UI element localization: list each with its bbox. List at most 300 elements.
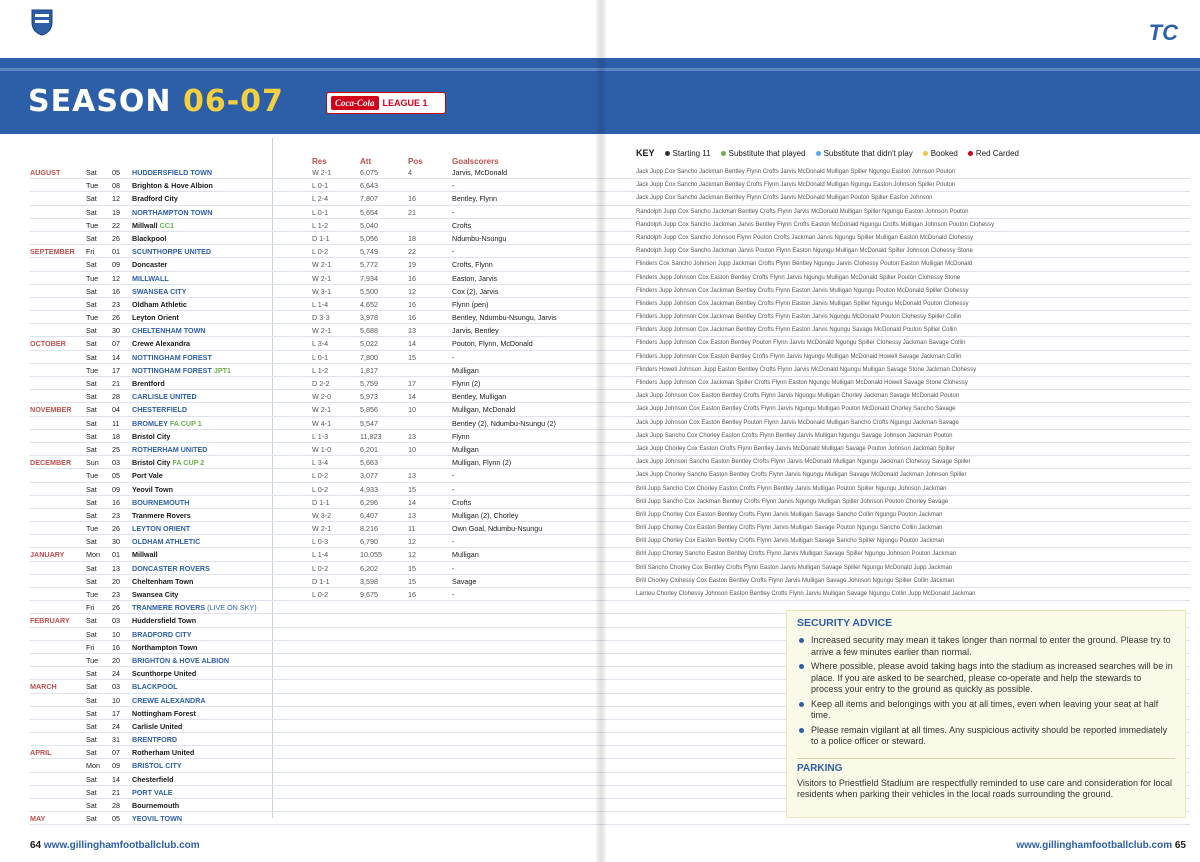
fixture-position: 16 xyxy=(408,194,416,204)
opponent-name: CREWE ALEXANDRA xyxy=(132,695,206,705)
fixture-date: 23 xyxy=(112,590,120,599)
fixture-opponent xyxy=(132,351,302,364)
fixture-result: L 3-4 xyxy=(312,339,329,349)
fixture-position: 15 xyxy=(408,484,416,494)
fixture-opponent xyxy=(132,417,302,430)
opponent-name: Huddersfield Town xyxy=(132,616,197,626)
fixture-opponent xyxy=(132,192,302,205)
fixture-lineup: Jack Jupp Johnson Sancho Easton Bentley Crofts Flynn Jarvis McDonald Mulligan Ngungu Jackman Clohessy Savage Spiller xyxy=(636,459,971,466)
fixture-date: 24 xyxy=(112,721,120,731)
fixture-day: Sat xyxy=(86,787,97,797)
fixture-goalscorers: Bentley, Mulligan xyxy=(452,392,507,402)
security-list xyxy=(797,635,1175,748)
fixture-goalscorers: Jarvis, McDonald xyxy=(452,168,508,177)
opponent-name: Rotherham United xyxy=(132,748,195,758)
opponent-name: Blackpool xyxy=(132,233,167,243)
fixture-row xyxy=(30,588,1190,601)
fixture-opponent xyxy=(132,733,302,746)
fixture-opponent xyxy=(132,759,302,772)
opponent-name: Millwall xyxy=(132,220,158,230)
opponent-name: Bristol City xyxy=(132,458,171,468)
opponent-name: ROTHERHAM UNITED xyxy=(132,444,208,454)
fixture-row xyxy=(30,219,1190,232)
club-crest-icon xyxy=(30,8,54,36)
fixture-date: 10 xyxy=(112,629,120,639)
fixture-opponent xyxy=(132,430,302,443)
fixture-row xyxy=(30,496,1190,509)
opponent-name: SWANSEA CITY xyxy=(132,286,187,296)
fixture-day: Sat xyxy=(86,682,97,692)
fixture-lineup: Flinders Cox Sancho Johnson Jupp Jackman Crofts Flynn Bentley Ngungu Jarvis Clohessy Pouton Easton Mulligan McDonald xyxy=(636,261,973,268)
fixture-day: Tue xyxy=(86,313,99,323)
fixture-date: 19 xyxy=(112,207,120,217)
key-item: Substitute that didn't play xyxy=(816,149,913,158)
opponent-name: Port Vale xyxy=(132,471,163,481)
fixture-goalscorers: Mulligan xyxy=(452,365,479,375)
fixture-day: Fri xyxy=(86,603,95,613)
fixture-opponent xyxy=(132,403,302,416)
opponent-name: BRADFORD CITY xyxy=(132,629,192,639)
fixture-goalscorers: - xyxy=(452,590,455,599)
fixture-day: Sat xyxy=(86,168,97,177)
fixture-position: 16 xyxy=(408,273,416,283)
opponent-name: MILLWALL xyxy=(132,273,169,283)
opponent-name: CHESTERFIELD xyxy=(132,405,188,415)
fixture-result: W 2-1 xyxy=(312,326,332,336)
fixture-day: Mon xyxy=(86,761,100,771)
opponent-name: Nottingham Forest xyxy=(132,708,196,718)
fixture-lineup: Jack Jupp Johnson Cox Easton Bentley Pouton Flynn Jarvis McDonald Mulligan Sancho Crofts Ngungu Jackman Savage xyxy=(636,419,959,426)
fixture-position: 14 xyxy=(408,392,416,402)
fixture-row xyxy=(30,483,1190,496)
fixture-day: Fri xyxy=(86,642,95,652)
fixture-attendance: 6,407 xyxy=(360,510,378,520)
fixture-day: Sat xyxy=(86,207,97,217)
fixture-goalscorers: Bentley, Flynn xyxy=(452,194,498,204)
fixture-row xyxy=(30,324,1190,337)
fixture-day: Sat xyxy=(86,392,97,402)
fixture-day: Sat xyxy=(86,563,97,573)
fixture-row xyxy=(30,179,1190,192)
fixture-lineup: Jack Jupp Cox Sancho Jackman Bentley Flynn Crofts Jarvis McDonald Mulligan Pouton Spiller Easton Johnson xyxy=(636,195,933,202)
fixture-position: 13 xyxy=(408,431,416,441)
fixture-attendance: 7,807 xyxy=(360,194,378,204)
security-bullet: Keep all items and belongings with you at all times, even when leaving your seat at half time. xyxy=(797,699,1175,722)
opponent-name: BROMLEY xyxy=(132,418,168,428)
fixture-date: 30 xyxy=(112,326,120,336)
booked-dot-icon xyxy=(923,151,928,156)
fixture-date: 09 xyxy=(112,761,120,771)
fixture-row xyxy=(30,285,1190,298)
fixture-date: 16 xyxy=(112,286,120,296)
fixture-date: 23 xyxy=(112,510,120,520)
fixture-month: APRIL xyxy=(30,748,52,758)
fixture-goalscorers: Flynn (2) xyxy=(452,379,481,388)
fixture-row xyxy=(30,232,1190,245)
fixture-row xyxy=(30,298,1190,311)
key-legend xyxy=(636,148,1019,158)
season-title xyxy=(28,84,284,119)
fixture-position: 10 xyxy=(408,444,416,454)
fixture-lineup: Jack Jupp Cox Sancho Jackman Bentley Crofts Flynn Jarvis McDonald Mulligan Ngungu Easton Johnson Spiller Pouton xyxy=(636,182,956,189)
parking-text: Visitors to Priestfield Stadium are respectfully reminded to use care and consideration for local residents when parking their vehicles in the local roads surrounding the ground. xyxy=(797,777,1173,799)
fixture-attendance: 5,022 xyxy=(360,339,378,349)
fixture-day: Sat xyxy=(86,669,97,679)
fixture-day: Sat xyxy=(86,326,97,336)
fixture-attendance: 4,652 xyxy=(360,299,378,309)
fixture-lineup: Flinders Jupp Johnson Cox Jackman Bentley Crofts Flynn Easton Jarvis Mulligan Spiller Ngungu McDonald Pouton Clohessy xyxy=(636,300,969,307)
fixture-attendance: 3,077 xyxy=(360,471,378,481)
fixture-attendance: 6,643 xyxy=(360,181,378,191)
fixture-goalscorers: Flynn xyxy=(452,431,470,441)
fixture-lineup: Brill Jupp Chorley Cox Easton Bentley Crofts Flynn Jarvis Mulligan Savage Sancho Spiller Ngungu Pouton Jackman xyxy=(636,538,945,545)
fixture-lineup: Flinders Jupp Johnson Cox Jackman Bentley Crofts Flynn Easton Jarvis Ngungu Savage McDonald Pouton Spiller Collin xyxy=(636,327,957,334)
fixture-goalscorers: Mulligan (2), Chorley xyxy=(452,510,519,520)
opponent-name: CHELTENHAM TOWN xyxy=(132,326,206,336)
opponent-name: Swansea City xyxy=(132,590,179,599)
fixture-opponent xyxy=(132,245,302,258)
fixture-date: 31 xyxy=(112,735,120,745)
fixture-lineup: Flinders Jupp Johnson Cox Easton Bentley Pouton Flynn Jarvis McDonald Ngungu Spiller Clohessy Jackman Savage Collin xyxy=(636,340,966,347)
opponent-name: YEOVIL TOWN xyxy=(132,814,183,824)
fixture-position: 15 xyxy=(408,563,416,573)
key-item: Booked xyxy=(923,149,958,158)
opponent-name: Chesterfield xyxy=(132,774,174,784)
fixture-day: Sat xyxy=(86,801,97,810)
fixture-result: L 0-2 xyxy=(312,484,329,494)
fixture-lineup: Brill Jupp Sancho Cox Jackman Bentley Crofts Flynn Jarvis Ngungu Mulligan Spiller Johnson Pouton Chorley Savage xyxy=(636,498,949,505)
fixture-goalscorers: - xyxy=(452,563,455,573)
fixture-opponent xyxy=(132,258,302,271)
fixture-day: Sun xyxy=(86,458,99,468)
fixture-row xyxy=(30,509,1190,522)
fixture-day: Sat xyxy=(86,418,97,428)
opponent-name: HUDDERSFIELD TOWN xyxy=(132,168,213,177)
fixture-lineup: Randolph Jupp Cox Sancho Jackman Jarvis Bentley Flynn Crofts Easton McDonald Ngungu Crofts Mulligan Johnson Pouton Clohessy xyxy=(636,221,995,228)
opponent-name: NOTTINGHAM FOREST xyxy=(132,365,212,375)
fixture-opponent xyxy=(132,469,302,482)
fixture-day: Sat xyxy=(86,537,97,547)
fixture-attendance: 5,856 xyxy=(360,405,378,415)
fixture-attendance: 5,749 xyxy=(360,247,378,257)
opponent-name: Brentford xyxy=(132,379,165,388)
fixture-date: 14 xyxy=(112,774,120,784)
fixture-opponent xyxy=(132,562,302,575)
fixture-day: Fri xyxy=(86,247,95,257)
fixture-day: Sat xyxy=(86,286,97,296)
fixture-opponent xyxy=(132,535,302,548)
opponent-name: SCUNTHORPE UNITED xyxy=(132,247,212,257)
fixture-date: 23 xyxy=(112,299,120,309)
sub-played-dot-icon xyxy=(721,151,726,156)
fixture-lineup: Jack Jupp Cox Sancho Jackman Bentley Flynn Crofts Jarvis McDonald Mulligan Spiller Ngungu Easton Johnson Pouton xyxy=(636,169,956,175)
fixture-date: 24 xyxy=(112,669,120,679)
fixture-attendance: 7,800 xyxy=(360,352,378,362)
fixture-lineup: Brill Jupp Chorley Cox Easton Bentley Crofts Flynn Jarvis Mulligan Savage Sancho Collin Ngungu Pouton Jackman xyxy=(636,511,943,518)
fixture-lineup: Flinders Jupp Johnson Cox Easton Bentley Crofts Flynn Jarvis Ngungu Mulligan McDonald Spiller Pouton Clohessy Stone xyxy=(636,274,961,281)
season-title-years: 06-07 xyxy=(182,84,284,119)
fixture-day: Sat xyxy=(86,616,97,626)
fixture-opponent xyxy=(132,311,302,324)
fixture-date: 07 xyxy=(112,339,120,349)
fixture-opponent xyxy=(132,456,302,469)
fixture-opponent xyxy=(132,720,302,733)
fixture-goalscorers: - xyxy=(452,207,455,217)
fixture-day: Sat xyxy=(86,484,97,494)
opponent-name: Doncaster xyxy=(132,260,168,270)
opponent-name: LEYTON ORIENT xyxy=(132,524,191,534)
fixture-lineup: Brill Jupp Sancho Cox Chorley Easton Crofts Flynn Bentley Jarvis Mulligan Pouton Spiller Ngungu Johnson Jackman xyxy=(636,485,947,492)
fixture-attendance: 10,055 xyxy=(360,550,382,560)
fixture-position: 13 xyxy=(408,471,416,481)
fixture-result: D 1-1 xyxy=(312,576,330,586)
fixture-lineup: Flinders Jupp Johnson Cox Jackman Bentley Crofts Flynn Easton Jarvis Mulligan Ngungu Pouton McDonald Spiller Clohessy xyxy=(636,287,969,294)
fixture-attendance: 5,500 xyxy=(360,286,378,296)
opponent-name: Oldham Athletic xyxy=(132,299,187,309)
fixture-attendance: 6,201 xyxy=(360,444,378,454)
fixture-opponent xyxy=(132,272,302,285)
fixture-day: Mon xyxy=(86,550,100,560)
fixture-opponent xyxy=(132,285,302,298)
fixture-row xyxy=(30,337,1190,350)
fixture-goalscorers: Jarvis, Bentley xyxy=(452,326,499,336)
opponent-name: Crewe Alexandra xyxy=(132,339,191,349)
fixture-lineup: Flinders Jupp Johnson Cox Jackman Spiller Crofts Flynn Easton Ngungu Mulligan McDonald Howell Savage Stone Clohessy xyxy=(636,380,968,386)
fixture-result: D 1-1 xyxy=(312,497,330,507)
fixture-row xyxy=(30,575,1190,588)
security-bullet: Where possible, please avoid taking bags into the stadium as increased searches will be in place. If you are asked to be searched, please co-operate and help the stewards to process your entry to the ground as quickly as possible. xyxy=(797,661,1175,696)
fixture-date: 05 xyxy=(112,814,120,824)
fixture-day: Sat xyxy=(86,497,97,507)
fixture-day: Tue xyxy=(86,471,99,481)
fixture-day: Sat xyxy=(86,339,97,349)
fixture-lineup: Jack Jupp Chorley Cox Easton Crofts Flynn Bentley Jarvis McDonald Mulligan Savage Pouton Johnson Jackman Spiller xyxy=(636,445,955,452)
fixture-opponent xyxy=(132,443,302,456)
fixture-position: 14 xyxy=(408,497,416,507)
fixture-date: 18 xyxy=(112,431,120,441)
opponent-name: PORT VALE xyxy=(132,787,173,797)
top-strip xyxy=(0,0,1200,58)
fixture-result: L 0-3 xyxy=(312,537,329,547)
fixture-row xyxy=(30,403,1190,416)
security-title: SECURITY ADVICE xyxy=(797,617,893,629)
fixture-goalscorers: Bentley, Ndumbu-Nsungu, Jarvis xyxy=(452,313,557,323)
opponent-name: BRENTFORD xyxy=(132,735,178,745)
fixture-date: 26 xyxy=(112,524,120,534)
fixture-goalscorers: Crofts xyxy=(452,497,472,507)
fixture-attendance: 5,973 xyxy=(360,392,378,402)
fixture-goalscorers: Own Goal, Ndumbu-Nsungu xyxy=(452,524,543,534)
fixture-goalscorers: Mulligan, McDonald xyxy=(452,405,516,415)
fixture-opponent xyxy=(132,496,302,509)
fixture-date: 21 xyxy=(112,787,120,797)
fixture-result: L 1-3 xyxy=(312,431,329,441)
fixture-attendance: 8,216 xyxy=(360,524,378,534)
fixture-day: Tue xyxy=(86,365,99,375)
fixture-date: 05 xyxy=(112,168,120,177)
fixture-result: W 3-1 xyxy=(312,286,332,296)
fixture-result: D 3-3 xyxy=(312,313,330,323)
opponent-name: CARLISLE UNITED xyxy=(132,392,197,402)
fixture-date: 07 xyxy=(112,748,120,758)
fixture-day: Tue xyxy=(86,273,99,283)
fixture-month: MAY xyxy=(30,814,46,824)
opponent-name: NORTHAMPTON TOWN xyxy=(132,207,213,217)
fixture-goalscorers: Mulligan, Flynn (2) xyxy=(452,458,512,468)
fixture-day: Sat xyxy=(86,576,97,586)
fixture-opponent xyxy=(132,324,302,337)
fixture-lineup: Flinders Jupp Johnson Cox Jackman Bentley Crofts Flynn Easton Jarvis Ngungu McDonald Pouton Clohessy Spiller Collin xyxy=(636,314,962,321)
fixture-day: Sat xyxy=(86,299,97,309)
security-bullet: Please remain vigilant at all times. Any suspicious activity should be reported immediately to a police officer or steward. xyxy=(797,725,1175,748)
fixture-goalscorers: - xyxy=(452,352,455,362)
fixture-lineup: Jack Jupp Sancho Cox Chorley Easton Crofts Flynn Bentley Jarvis Mulligan Ngungu Savage Johnson Jackman Pouton xyxy=(636,432,953,439)
fixture-attendance: 6,790 xyxy=(360,537,378,547)
fixture-day: Sat xyxy=(86,748,97,758)
fixture-position: 22 xyxy=(408,247,416,257)
league-name: LEAGUE 1 xyxy=(382,98,428,108)
opponent-name: Yeovil Town xyxy=(132,484,174,494)
fixture-row xyxy=(30,377,1190,390)
fixture-goalscorers: Crofts xyxy=(452,220,472,230)
fixture-day: Sat xyxy=(86,735,97,745)
fixture-attendance: 5,688 xyxy=(360,326,378,336)
fixture-result: D 1-1 xyxy=(312,233,330,243)
opponent-name: OLDHAM ATHLETIC xyxy=(132,537,201,547)
opponent-name: Scunthorpe United xyxy=(132,669,197,679)
fixture-date: 01 xyxy=(112,550,120,560)
fixture-date: 05 xyxy=(112,471,120,481)
fixture-date: 10 xyxy=(112,695,120,705)
fixture-lineup: Jack Jupp Johnson Cox Easton Bentley Crofts Flynn Jarvis Ngungu Mulligan Chorley Jackman Savage McDonald Pouton xyxy=(636,393,960,400)
fixture-month: NOVEMBER xyxy=(30,405,72,415)
league-one-badge xyxy=(326,92,446,114)
fixture-goalscorers: Easton, Jarvis xyxy=(452,273,498,283)
fixture-result: L 2-4 xyxy=(312,194,329,204)
col-head-pos: Pos xyxy=(408,157,423,166)
fixture-lineup: Larrieu Chorley Clohessy Johnson Easton Bentley Crofts Flynn Jarvis Mulligan Savage Ngungu Collin Jupp McDonald Jackman xyxy=(636,591,976,597)
fixture-lineup: Randolph Jupp Cox Sancho Johnson Flynn Pouton Crofts Jackman Jarvis Ngungu Spiller Mulligan Easton McDonald Clohessy xyxy=(636,234,974,241)
fixture-date: 12 xyxy=(112,194,120,204)
opponent-name: Carlisle United xyxy=(132,721,183,731)
fixture-row xyxy=(30,166,1190,179)
fixture-attendance: 6,202 xyxy=(360,563,378,573)
key-title: KEY xyxy=(636,148,655,158)
fixture-day: Sat xyxy=(86,194,97,204)
security-advice-box xyxy=(786,610,1186,818)
fixture-row xyxy=(30,522,1190,535)
fixture-month: SEPTEMBER xyxy=(30,247,75,257)
col-head-goalscorers: Goalscorers xyxy=(452,157,499,166)
fixture-attendance: 3,598 xyxy=(360,576,378,586)
fixture-lineup: Randolph Jupp Cox Sancho Jackman Jarvis Pouton Flynn Easton Ngungu Mulligan McDonald Spiller Johnson Clohessy Stone xyxy=(636,248,973,255)
fixture-position: 4 xyxy=(408,168,412,177)
fixture-opponent xyxy=(132,522,302,535)
fixture-position: 12 xyxy=(408,550,416,560)
fixture-month: FEBRUARY xyxy=(30,616,70,626)
fixture-attendance: 5,759 xyxy=(360,379,378,388)
fixture-day: Sat xyxy=(86,379,97,388)
fixture-result: W 2-0 xyxy=(312,392,332,402)
fixture-day: Sat xyxy=(86,695,97,705)
fixture-month: AUGUST xyxy=(30,168,61,177)
fixture-date: 25 xyxy=(112,444,120,454)
opponent-name: Northampton Town xyxy=(132,642,198,652)
fixture-result: L 1-2 xyxy=(312,365,329,375)
fixture-day: Tue xyxy=(86,524,99,534)
opponent-name: Tranmere Rovers xyxy=(132,510,191,520)
fixture-position: 10 xyxy=(408,405,416,415)
fixture-date: 16 xyxy=(112,642,120,652)
fixture-attendance: 5,663 xyxy=(360,458,378,468)
fixture-date: 28 xyxy=(112,392,120,402)
fixture-attendance: 1,817 xyxy=(360,365,378,375)
fixture-attendance: 6,075 xyxy=(360,168,378,177)
fixture-opponent xyxy=(132,707,302,720)
fixture-month: MARCH xyxy=(30,682,57,692)
fixture-opponent xyxy=(132,483,302,496)
fixture-date: 21 xyxy=(112,379,120,388)
fixture-goalscorers: Mulligan xyxy=(452,550,479,560)
fixture-opponent xyxy=(132,179,302,192)
tc-logo: TC xyxy=(1148,20,1178,45)
key-item: Starting 11 xyxy=(665,149,711,158)
fixture-opponent xyxy=(132,641,302,654)
fixture-opponent xyxy=(132,746,302,759)
fixture-lineup: Randolph Jupp Cox Sancho Jackman Bentley Crofts Flynn Jarvis McDonald Mulligan Spiller Ngungu Easton Johnson Pouton xyxy=(636,208,969,215)
fixture-result: L 0-2 xyxy=(312,563,329,573)
fixture-row xyxy=(30,548,1190,561)
fixture-result: L 0-2 xyxy=(312,247,329,257)
fixture-opponent xyxy=(132,298,302,311)
fixture-result: L 3-4 xyxy=(312,458,329,468)
starting-dot-icon xyxy=(665,151,670,156)
fixture-date: 26 xyxy=(112,233,120,243)
footer-left xyxy=(30,840,200,851)
red-card-dot-icon xyxy=(968,151,973,156)
fixture-attendance: 5,772 xyxy=(360,260,378,270)
band-stripe xyxy=(0,68,1200,71)
fixture-row xyxy=(30,245,1190,258)
fixture-row xyxy=(30,430,1190,443)
website-link-left[interactable]: www.gillinghamfootballclub.com xyxy=(43,840,200,851)
fixture-date: 08 xyxy=(112,181,120,191)
website-link-right[interactable]: www.gillinghamfootballclub.com xyxy=(1016,840,1173,851)
fixture-day: Sat xyxy=(86,405,97,415)
page-number-left: 64 xyxy=(30,840,42,851)
fixture-opponent xyxy=(132,206,302,219)
fixture-day: Sat xyxy=(86,431,97,441)
fixture-goalscorers: Ndumbu-Nsungu xyxy=(452,233,507,243)
fixture-opponent xyxy=(132,799,302,812)
fixture-row xyxy=(30,562,1190,575)
fixture-day: Sat xyxy=(86,629,97,639)
fixture-goalscorers: Mulligan xyxy=(452,444,479,454)
fixture-attendance: 7,934 xyxy=(360,273,378,283)
fixture-row xyxy=(30,535,1190,548)
fixture-row xyxy=(30,443,1190,456)
fixture-opponent xyxy=(132,337,302,350)
fixture-opponent xyxy=(132,812,302,825)
fixture-opponent xyxy=(132,680,302,693)
fixture-attendance: 5,056 xyxy=(360,233,378,243)
sub-unused-dot-icon xyxy=(816,151,821,156)
fixture-result: D 2-2 xyxy=(312,379,330,388)
fixture-position: 12 xyxy=(408,537,416,547)
fixture-date: 20 xyxy=(112,576,120,586)
opponent-name: BLACKPOOL xyxy=(132,682,178,692)
fixture-day: Tue xyxy=(86,590,99,599)
